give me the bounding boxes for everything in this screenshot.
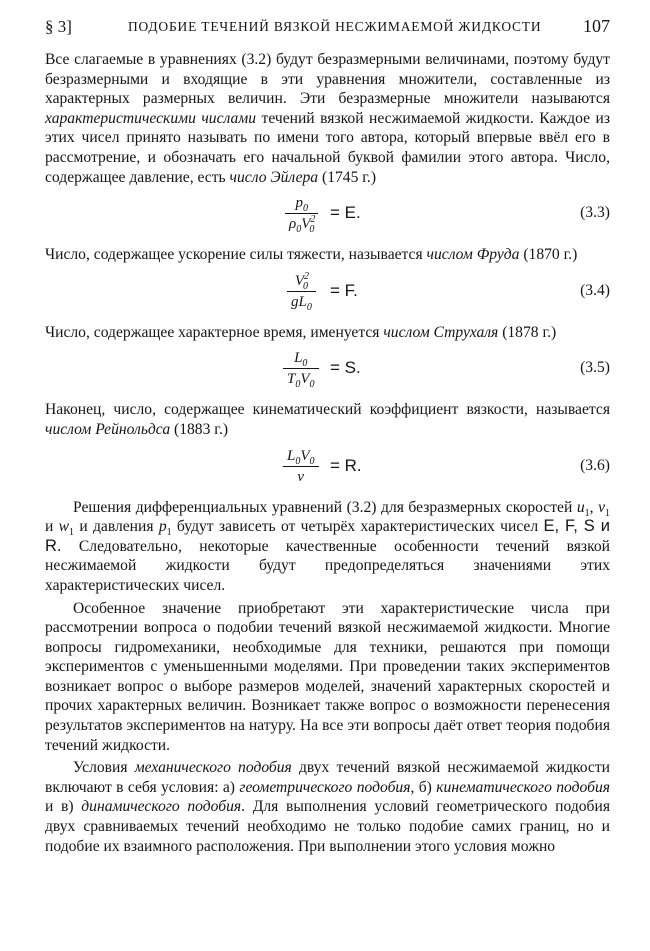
reynolds-fraction: $\frac{L_0V_0}{\nu}$	[283, 446, 319, 487]
paragraph-3: Число, содержащее характерное время, именуется числом Струхаля (1878 г.)	[45, 323, 557, 341]
paragraph-6: Особенное значение приобретают эти характеристические числа при рассмотрении вопроса о подобии течений вязкой несжимаемой жидкости. Многие вопросы гидромеханики, необходимые для техники, решаются при помощи экспериментов с уменьшенными моделями. При проведении таких экспериментов возникает вопрос о выборе размеров моделей, значений характерных скоростей и прочих характерных величин. Возникает также вопрос о возможности перенесения результатов экспериментов на натуру. На все эти вопросы даёт ответ теория подобия течений жидкости.	[45, 599, 610, 754]
paragraph-1: Все слагаемые в уравнениях (3.2) будут безразмерными величинами, поэтому будут безразмерными и входящие в эти уравнения множители, составленные из характерных размерных величин. Эти безразмерные множители называются характеристическими числами течений вязкой несжимаемой жидкости. Каждое из этих чисел принято называть по имени того автора, который впервые ввёл его в рассмотрение, и обозначать его начальной буквой фамилии этого автора. Число, содержащее давление, есть число Эйлера (1745 г.)	[45, 51, 610, 186]
froude-number: = F.	[330, 280, 358, 300]
equation-number: (3.5)	[580, 359, 610, 377]
running-header	[45, 14, 610, 40]
strouhal-number: = S.	[330, 358, 361, 378]
page-body	[45, 50, 610, 856]
paragraph-7: Условия механического подобия двух течений вязкой несжимаемой жидкости включают в себя условия: а) геометрического подобия, б) кинематического подобия и в) динамического подобия. Для выполнения условий геометрического подобия двух сравниваемых течений необходимо не только подобие самих границ, но и подобие их взаимного расположения. При выполнении этого условия можно	[45, 759, 611, 855]
equation-3-4	[45, 265, 610, 323]
equation-3-6	[45, 440, 610, 498]
paragraph-4: Наконец, число, содержащее кинематический коэффициент вязкости, называется числом Рейнольдса (1883 г.)	[45, 401, 610, 438]
paragraph-2: Число, содержащее ускорение силы тяжести, называется числом Фруда (1870 г.)	[45, 246, 578, 264]
strouhal-fraction: $\frac{L_0}{T_0V_0}$	[283, 348, 319, 389]
equation-number: (3.4)	[580, 281, 610, 299]
equation-3-3	[45, 187, 610, 245]
euler-fraction: $\frac{p_0}{\rho_0V^2_0}$	[285, 193, 318, 234]
page-number: 107	[583, 16, 610, 36]
equation-number: (3.6)	[580, 456, 610, 474]
equation-3-5	[45, 342, 610, 400]
paragraph-5: Решения дифференциальных уравнений (3.2) для безразмерных скоростей $u_1$, $v_1$ и $w_1$ и давления $p_1$ будут зависеть от четырёх характеристических чисел E, F, S и R. Следовательно, некоторые качественные особенности течений вязкой несжимаемой жидкости будут предопределяться значениями этих характеристических чисел.	[45, 498, 611, 594]
froude-fraction: $\frac{V^2_0}{gL_0}$	[287, 271, 316, 312]
reynolds-number: = R.	[330, 455, 362, 475]
section-marker: § 3]	[45, 17, 72, 36]
equation-number: (3.3)	[580, 204, 610, 222]
running-title: ПОДОБИЕ ТЕЧЕНИЙ ВЯЗКОЙ НЕСЖИМАЕМОЙ ЖИДКОСТИ	[128, 19, 542, 34]
euler-number: = E.	[330, 203, 361, 223]
